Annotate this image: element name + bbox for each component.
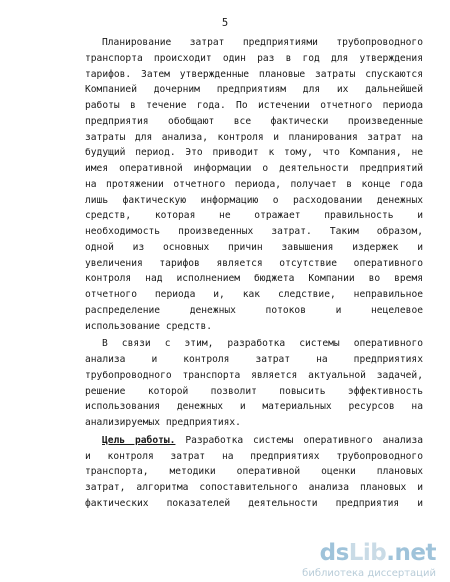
- text-line: тарифов. Затем утвержденные плановые затраты спускаются: [85, 68, 423, 80]
- text-line: Планирование затрат предприятиями трубопроводного: [102, 37, 423, 48]
- paragraph-goal: [85, 433, 423, 512]
- text-line: лишь фактическую информацию о расходовании денежных: [85, 194, 423, 206]
- text-line: и контроля затрат на предприятиях трубопроводного: [85, 450, 423, 462]
- goal-label: Цель работы.: [102, 434, 176, 446]
- text-line: имея оперативной информации о деятельности предприятий: [85, 163, 423, 174]
- text-line: предприятия обобщают все фактически произведенные: [85, 115, 423, 127]
- text-line: решение которой позволит повысить эффективность: [85, 385, 423, 397]
- text-line: на протяжении отчетного периода, получает в конце года: [85, 178, 423, 190]
- text-line: В связи с этим, разработка системы оперативного: [102, 338, 423, 350]
- text-line: затрат, алгоритма сопоставительного анализа плановых и: [85, 482, 423, 493]
- text-line: трубопроводного транспорта является актуальной задачей,: [85, 369, 423, 381]
- text-line: увеличения тарифов является отсутствие оперативного: [85, 257, 423, 269]
- text-line: анализа и контроля затрат на предприятиях: [85, 354, 423, 365]
- page-number: 5: [221, 17, 229, 29]
- text-line: использование средств.: [85, 320, 213, 332]
- text-line: фактических показателей деятельности предприятия и: [85, 497, 423, 509]
- text-line: отчетного периода и, как следствие, неправильное: [85, 289, 423, 300]
- text-line: транспорта происходит один раз в год для утверждения: [85, 52, 423, 64]
- text-line: анализируемых предприятиях.: [85, 417, 241, 428]
- paragraph-relevance: [85, 35, 423, 334]
- text-line: средств, которая не отражает правильность и: [85, 210, 423, 222]
- text-line: будущий период. Это приводит к тому, что Компания, не: [85, 147, 423, 159]
- text-line: распределение денежных потоков и нецелевое: [85, 304, 423, 316]
- text-line: необходимость произведенных затрат. Таким образом,: [85, 226, 423, 237]
- document-body: [85, 35, 423, 512]
- dslib-logo: dsLib.net: [319, 540, 436, 566]
- dslib-watermark: [300, 540, 440, 580]
- text-line: Компанией дочерним предприятиям для их дальнейшей: [85, 84, 423, 96]
- goal-first-line: [85, 433, 423, 449]
- text-line: работы в течение года. По истечении отчетного периода: [85, 100, 423, 111]
- text-line: затраты для анализа, контроля и планирования затрат на: [85, 131, 423, 143]
- goal-first-line-text: Разработка системы оперативного анализа: [185, 434, 424, 446]
- text-line: использования денежных и материальных ресурсов на: [85, 401, 423, 413]
- text-line: контроля над исполнением бюджета Компании во время: [85, 273, 423, 285]
- paragraph-relevance-conclusion: [85, 336, 423, 431]
- text-line: одной из основных причин завышения издержек и: [85, 241, 423, 253]
- watermark-subtitle: библиотека диссертаций: [302, 568, 436, 579]
- text-line: транспорта, методики оперативной оценки плановых: [85, 466, 423, 478]
